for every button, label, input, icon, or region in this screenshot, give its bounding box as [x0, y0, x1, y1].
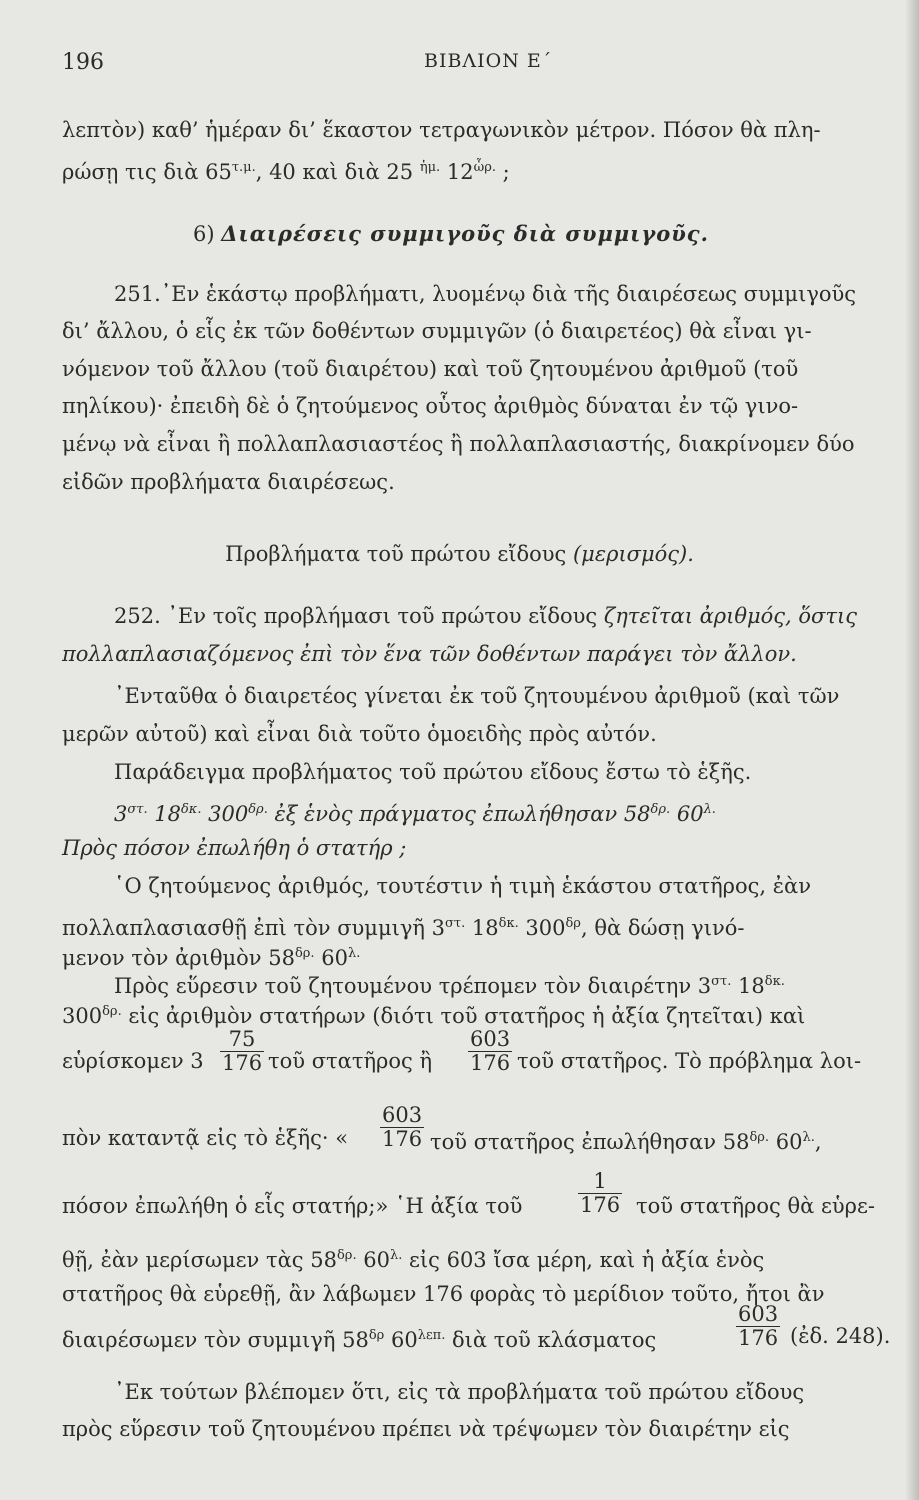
text-segment: διαιρέσωμεν τὸν συμμιγῆ $58^{\delta\rho}$ $60^{\lambda\varepsilon\pi.}$ διὰ τοῦ κλάσματος — [62, 1328, 657, 1352]
text-line: Πρὸς εὕρεσιν τοῦ ζητουμένου τρέπομεν τὸν διαιρέτην $3^{\sigma\tau.}$ $18^{\delta\kappa.}$ — [114, 974, 785, 998]
text-line: ρώσῃ τις διὰ $65^{\tau.\mu.}$, 40 καὶ διὰ 25 $^{ἡ\mu.}$ $12^{ὧ\rho.}$ ; — [62, 160, 510, 184]
text-line: εἰδῶν προβλήματα διαιρέσεως. — [62, 470, 395, 494]
text-line: 252. ᾽Εν τοῖς προβλήμασι τοῦ πρώτου εἴδους ζητεῖται ἀριθμός, ὅστις — [114, 604, 858, 628]
text-line: ᾽Ενταῦθα ὁ διαιρετέος γίνεται ἐκ τοῦ ζητουμένου ἀριθμοῦ (καὶ τῶν — [114, 684, 840, 708]
text-line: πρὸς εὕρεσιν τοῦ ζητουμένου πρέπει νὰ τρέψωμεν τὸν διαιρέτην εἰς — [62, 1417, 790, 1441]
text-line: θῇ, ἐὰν μερίσωμεν τὰς $58^{\delta\rho.}$ $60^{\lambda.}$ εἰς 603 ἴσα μέρη, καὶ ἡ ἀξία ἑνὸς — [62, 1248, 765, 1272]
section-heading: 6) Διαιρέσεις συμμιγοῦς διὰ συμμιγοῦς. — [193, 221, 709, 246]
text-line: 251.᾽Εν ἑκάστῳ προβλήματι, λυομένῳ διὰ τῆς διαιρέσεως συμμιγοῦς — [114, 282, 857, 306]
text-segment: τοῦ στατῆρος ἢ — [268, 1049, 433, 1073]
page-number: 196 — [62, 50, 104, 75]
subsection-heading: Προβλήματα τοῦ πρώτου εἴδους (μερισμός). — [225, 542, 694, 566]
text-line: πολλαπλασιασθῇ ἐπὶ τὸν συμμιγῆ $3^{\sigma\tau.}$ $18^{\delta\kappa.}$ $300^{\delta\rho}$, θὰ δώσῃ γινό- — [62, 916, 745, 940]
text-line: πηλίκου)· ἐπειδὴ δὲ ὁ ζητούμενος οὗτος ἀριθμὸς δύναται ἐν τῷ γινο- — [62, 394, 799, 418]
text-line: ᾽Εκ τούτων βλέπομεν ὅτι, εἰς τὰ προβλήματα τοῦ πρώτου εἴδους — [114, 1380, 805, 1404]
fraction: $\frac{603}{176}$ — [382, 1103, 423, 1151]
text-line: μενον τὸν ἀριθμὸν $58^{\delta\rho.}$ $60^{\lambda.}$ — [62, 946, 361, 970]
text-line: νόμενον τοῦ ἄλλου (τοῦ διαιρέτου) καὶ τοῦ ζητουμένου ἀριθμοῦ (τοῦ — [62, 357, 799, 381]
text-line: πολλαπλασιαζόμενος ἐπὶ τὸν ἕνα τῶν δοθέντων παράγει τὸν ἄλλον. — [62, 642, 797, 666]
fraction: $\frac{603}{176}$ — [470, 1027, 511, 1075]
text-line: λεπτὸν) καθ’ ἡμέραν δι’ ἕκαστον τετραγωνικὸν μέτρον. Πόσον θὰ πλη- — [62, 118, 821, 142]
text-segment: (ἐδ. 248). — [790, 1324, 891, 1348]
text-line: μένῳ νὰ εἶναι ἢ πολλαπλασιαστέος ἢ πολλαπλασιαστής, διακρίνομεν δύο — [62, 432, 855, 456]
page-edge-shadow — [905, 0, 919, 1500]
example-line: $3^{\sigma\tau.}$ $18^{\delta\kappa.}$ $300^{\delta\rho.}$ ἐξ ἑνὸς πράγματος ἐπωλήθησαν $58^{\delta\rho.}$ $60^{\lambda.}$ — [114, 802, 716, 826]
text-segment: τοῦ στατῆρος. Τὸ πρόβλημα λοι- — [517, 1049, 862, 1073]
text-line: δι’ ἄλλου, ὁ εἷς ἐκ τῶν δοθέντων συμμιγῶν (ὁ διαιρετέος) θὰ εἶναι γι- — [62, 319, 812, 343]
text-segment: εὑρίσκομεν 3 — [62, 1049, 204, 1073]
fraction: $\frac{1}{176}$ — [580, 1169, 621, 1217]
text-segment: πὸν καταντᾷ εἰς τὸ ἑξῆς· « — [62, 1126, 349, 1150]
text-line: ῾Ο ζητούμενος ἀριθμός, τουτέστιν ἡ τιμὴ ἑκάστου στατῆρος, ἐὰν — [114, 874, 811, 898]
running-header: ΒΙΒΛΙΟΝ Ε΄ — [424, 50, 553, 72]
text-segment: τοῦ στατῆρος θὰ εὑρε- — [636, 1194, 875, 1218]
text-line: $300^{\delta\rho.}$ εἰς ἀριθμὸν στατήρων (διότι τοῦ στατῆρος ἡ ἀξία ζητεῖται) καὶ — [62, 1004, 806, 1028]
text-line: Παράδειγμα προβλήματος τοῦ πρώτου εἴδους ἔστω τὸ ἑξῆς. — [114, 760, 752, 784]
text-segment: τοῦ στατῆρος ἐπωλήθησαν $58^{\delta\rho.}$ $60^{\lambda.}$, — [430, 1130, 822, 1154]
text-line: στατῆρος θὰ εὑρεθῇ, ἂν λάβωμεν 176 φορὰς τὸ μερίδιον τοῦτο, ἤτοι ἂν — [62, 1282, 825, 1306]
example-question: Πρὸς πόσον ἐπωλήθη ὁ στατήρ ; — [62, 836, 407, 860]
fraction: $\frac{75}{176}$ — [222, 1027, 263, 1075]
fraction: $\frac{603}{176}$ — [738, 1302, 779, 1350]
text-line: μερῶν αὐτοῦ) καὶ εἶναι διὰ τοῦτο ὁμοειδὴς πρὸς αὐτόν. — [62, 722, 657, 746]
text-segment: πόσον ἐπωλήθη ὁ εἷς στατήρ;» ῾Η ἀξία τοῦ — [62, 1194, 523, 1218]
